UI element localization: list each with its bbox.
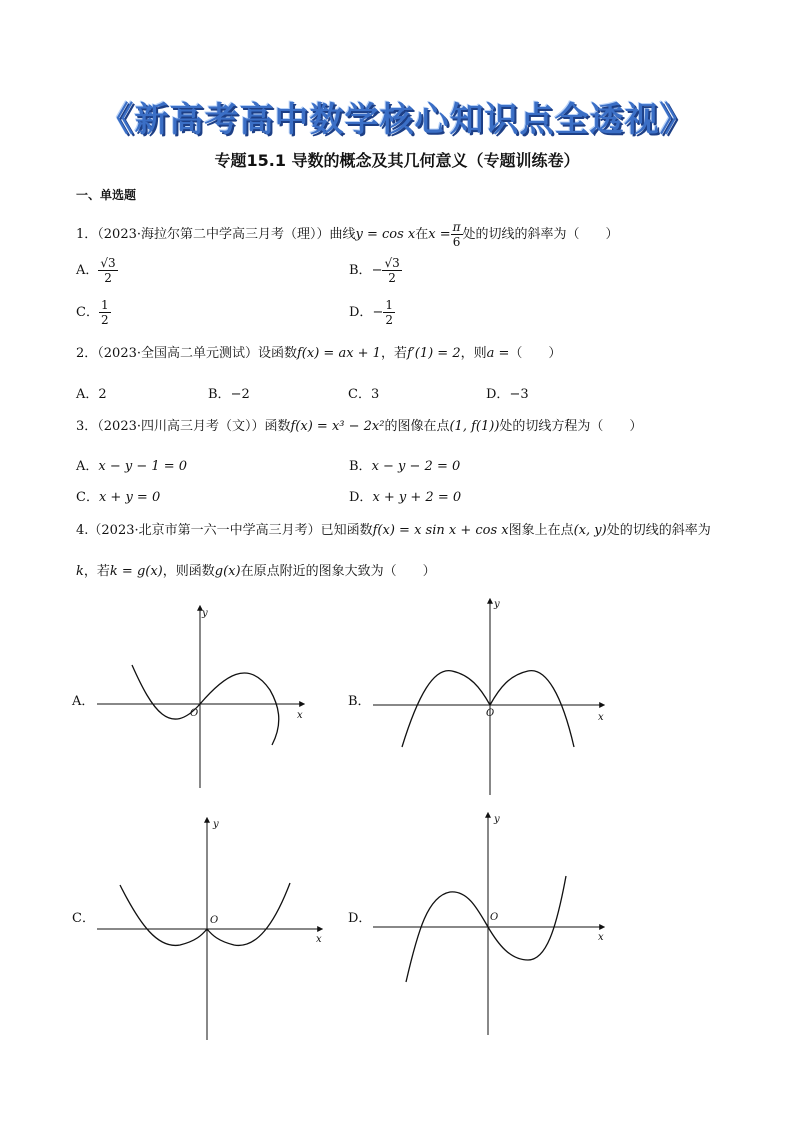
option-label: B． xyxy=(208,387,231,402)
y-axis-label: y xyxy=(213,819,219,830)
q1-fraction xyxy=(451,220,463,249)
option-label: D． xyxy=(349,305,373,320)
q2-suffix: （ ） xyxy=(509,346,562,361)
curve xyxy=(132,665,279,745)
q4-func: f(x) = x sin x + cos x xyxy=(372,523,509,538)
q2-mid: ，若 xyxy=(380,346,407,361)
q2-option-a[interactable] xyxy=(76,383,107,402)
q4-g: g(x) xyxy=(214,564,241,579)
origin-label: O xyxy=(490,912,499,923)
q1-option-c[interactable] xyxy=(76,298,111,327)
option-label: A． xyxy=(76,387,99,402)
q2-mid2: ，则 xyxy=(460,346,487,361)
q1-mid: 在 xyxy=(415,227,429,242)
option-label: C． xyxy=(76,305,99,320)
option-value: x + y = 0 xyxy=(98,490,161,505)
q2-option-b[interactable] xyxy=(208,383,250,402)
x-axis-label: x xyxy=(598,932,604,943)
frac-den: 2 xyxy=(388,271,396,285)
q3-prefix: 3．（2023·四川高三月考（文））函数 xyxy=(76,419,291,434)
q1-curve: y = cos x xyxy=(355,227,416,242)
option-label: C． xyxy=(348,387,371,402)
y-axis-label: y xyxy=(494,599,500,610)
frac-den: 2 xyxy=(385,313,393,327)
curve xyxy=(406,876,566,982)
x-axis-label: x xyxy=(598,712,604,723)
option-value: −2 xyxy=(230,387,250,402)
q2-option-d[interactable] xyxy=(486,383,529,402)
q4-mid2: ，若 xyxy=(83,564,110,579)
q2-var: a = xyxy=(486,346,510,361)
q4-option-a-label[interactable]: A． xyxy=(72,694,95,709)
q4-graph-b[interactable] xyxy=(368,595,613,800)
q1-frac-den: 6 xyxy=(452,235,461,249)
q2-option-c[interactable] xyxy=(348,383,379,402)
option-label: D． xyxy=(349,490,373,505)
option-label: A． xyxy=(76,459,99,474)
option-fraction xyxy=(99,298,111,327)
q3-point: (1, f(1)) xyxy=(449,419,500,434)
q4-graph-d[interactable] xyxy=(368,810,613,1040)
q2-prefix: 2．（2023·全国高二单元测试）设函数 xyxy=(76,346,297,361)
q1-option-b[interactable] xyxy=(349,256,402,285)
q1-frac-num: π xyxy=(452,220,461,234)
y-axis-label: y xyxy=(494,814,500,825)
option-fraction xyxy=(98,256,117,285)
frac-num: 1 xyxy=(385,298,393,312)
option-value: x − y − 1 = 0 xyxy=(98,459,188,474)
option-value: −3 xyxy=(509,387,529,402)
q3-option-b[interactable] xyxy=(349,455,460,474)
curve xyxy=(120,883,290,945)
q4-mid: 图象上在点 xyxy=(508,523,574,538)
frac-num: √3 xyxy=(384,256,400,270)
page-subtitle: 专题15.1 导数的概念及其几何意义（专题训练卷） xyxy=(214,151,580,170)
q4-suffix: 处的切线的斜率为 xyxy=(606,523,711,538)
question-2 xyxy=(76,345,561,363)
y-axis-label: y xyxy=(202,608,208,619)
q1-option-d[interactable] xyxy=(349,298,395,327)
q2-func: f(x) = ax + 1 xyxy=(297,346,381,361)
option-label: B． xyxy=(349,459,372,474)
q1-option-a[interactable] xyxy=(76,256,118,285)
option-sign: − xyxy=(372,305,384,320)
q4-option-b-label[interactable]: B． xyxy=(348,694,371,709)
option-value: 3 xyxy=(370,387,380,402)
frac-den: 2 xyxy=(104,271,112,285)
q3-mid: 的图像在点 xyxy=(384,419,450,434)
q4-point: (x, y) xyxy=(573,523,607,538)
q3-option-d[interactable] xyxy=(349,486,461,505)
option-label: A． xyxy=(76,263,99,278)
q4-option-d-label[interactable]: D． xyxy=(348,911,372,926)
q4-prefix: 4.（2023·北京市第一六一中学高三月考）已知函数 xyxy=(76,523,373,538)
question-3 xyxy=(76,418,642,436)
q4-k: k xyxy=(76,564,84,579)
origin-label: O xyxy=(210,915,219,926)
question-1 xyxy=(76,220,619,249)
option-sign: − xyxy=(371,263,383,278)
x-axis-label: x xyxy=(316,934,322,945)
option-value: x + y + 2 = 0 xyxy=(372,490,462,505)
option-label: D． xyxy=(486,387,510,402)
origin-label: O xyxy=(486,708,495,719)
q4-rel: k = g(x) xyxy=(109,564,163,579)
option-value: 2 xyxy=(98,387,107,402)
q1-suffix: 处的切线的斜率为（ ） xyxy=(462,227,619,242)
option-label: C． xyxy=(76,490,99,505)
q4-mid3: ，则函数 xyxy=(162,564,215,579)
q3-suffix: 处的切线方程为（ ） xyxy=(499,419,643,434)
q2-cond: f′(1) = 2 xyxy=(406,346,461,361)
option-value: x − y − 2 = 0 xyxy=(371,459,461,474)
frac-den: 2 xyxy=(100,313,109,327)
option-label: B． xyxy=(349,263,372,278)
q1-point: x = xyxy=(428,227,451,242)
banner-title: 《新高考高中数学核心知识点全透视》 xyxy=(99,100,695,140)
origin-label: O xyxy=(190,708,199,719)
question-4-line-1 xyxy=(76,522,711,540)
question-4-line-2 xyxy=(76,563,436,581)
option-fraction xyxy=(383,298,395,327)
q4-graph-a[interactable] xyxy=(92,600,322,800)
frac-num: √3 xyxy=(100,256,116,270)
q1-prefix: 1．（2023·海拉尔第二中学高三月考（理））曲线 xyxy=(76,227,356,242)
section-title: 一、单选题 xyxy=(76,188,137,202)
option-fraction xyxy=(382,256,401,285)
q4-suffix2: 在原点附近的图象大致为（ ） xyxy=(240,564,436,579)
frac-num: 1 xyxy=(100,298,109,312)
q4-option-c-label[interactable]: C． xyxy=(72,911,95,926)
x-axis-label: x xyxy=(297,710,303,721)
q3-option-c[interactable] xyxy=(76,486,160,505)
q3-func: f(x) = x³ − 2x² xyxy=(290,419,385,434)
q3-option-a[interactable] xyxy=(76,455,187,474)
q4-graph-c[interactable] xyxy=(92,815,332,1045)
